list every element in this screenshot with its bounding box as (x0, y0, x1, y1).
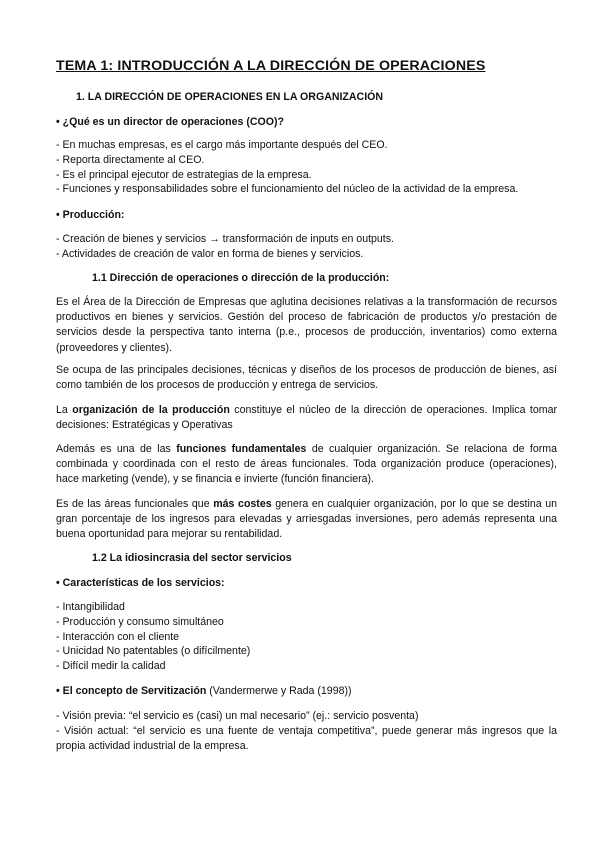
section-1-2-heading: 1.2 La idiosincrasia del sector servicios (92, 552, 292, 564)
document-title: TEMA 1: INTRODUCCIÓN A LA DIRECCIÓN DE OPERACIONES (56, 58, 486, 74)
bold-term: funciones fundamentales (176, 443, 307, 455)
servitizacion-heading: • El concepto de Servitización (Vandermerwe y Rada (1998)) (56, 685, 352, 697)
coo-list (56, 138, 518, 197)
coo-question-heading: • ¿Qué es un director de operaciones (COO)? (56, 116, 284, 128)
list-item: - Funciones y responsabilidades sobre el funcionamiento del núcleo de la actividad de la empresa. (56, 183, 519, 196)
section-1-1-heading: 1.1 Dirección de operaciones o dirección de la producción: (92, 272, 390, 284)
list-item: - Interacción con el cliente (56, 630, 180, 643)
paragraph-organizacion: La organización de la producción constituye el núcleo de la dirección de operaciones. Implica tomar decisiones: Estratégicas y Operativas (56, 404, 558, 432)
paragraph-area-definition: Es el Área de la Dirección de Empresas que aglutina decisiones relativas a la transformación de recursos productivos en bienes y servicios. Gestión del proceso de fabricación de productos y/o prestación de servicios desde la perspectiva tanto interna (p.e., procesos de producción, inventarios) como externa (proveedores y clientes). (56, 296, 557, 354)
list-item: - Difícil medir la calidad (56, 660, 166, 673)
paragraph-funciones: Además es una de las funciones fundamentales de cualquier organización. Se relaciona de forma combinada y coordinada con el resto de áreas funcionales. Toda organización produce (operaciones), hace marketing (vende), y se financia e invierte (función financiera). (56, 443, 557, 486)
list-item: - Producción y consumo simultáneo (56, 615, 224, 628)
bold-term: más costes (213, 498, 272, 510)
vision-actual: - Visión actual: “el servicio es una fuente de ventaja competitiva”, puede generar más ingresos que la propia actividad industrial de la empresa. (56, 725, 557, 753)
list-item: - Unicidad No patentables (o difícilmente) (56, 645, 251, 658)
list-item: - Actividades de creación de valor en forma de bienes y servicios. (56, 247, 364, 260)
produccion-list (56, 232, 394, 262)
bold-term: organización de la producción (72, 404, 230, 416)
list-item: - Reporta directamente al CEO. (56, 153, 205, 166)
citation: (Vandermerwe y Rada (1998)) (206, 685, 352, 697)
caracteristicas-list (56, 600, 250, 674)
list-item: - Intangibilidad (56, 601, 125, 613)
paragraph-costes: Es de las áreas funcionales que más costes genera en cualquier organización, por lo que se destina un gran porcentaje de los ingresos para elevadas y arriesgadas inversiones, pero además representa una buena oportunidad para mejorar su rentabilidad. (56, 498, 558, 541)
list-item: - Creación de bienes y servicios → transformación de inputs en outputs. (56, 233, 394, 245)
list-item: - En muchas empresas, es el cargo más importante después del CEO. (56, 139, 388, 151)
vision-previa: - Visión previa: “el servicio es (casi) un mal necesario” (ej.: servicio posventa) (56, 710, 419, 722)
list-item: - Es el principal ejecutor de estrategias de la empresa. (56, 168, 312, 181)
section-1-heading: 1. LA DIRECCIÓN DE OPERACIONES EN LA ORGANIZACIÓN (76, 91, 384, 103)
paragraph-decisions: Se ocupa de las principales decisiones, técnicas y diseños de los procesos de producción de bienes, así como también de los procesos de producción y entrega de servicios. (56, 364, 557, 392)
produccion-heading: • Producción: (56, 209, 125, 221)
caracteristicas-heading: • Características de los servicios: (56, 577, 225, 589)
